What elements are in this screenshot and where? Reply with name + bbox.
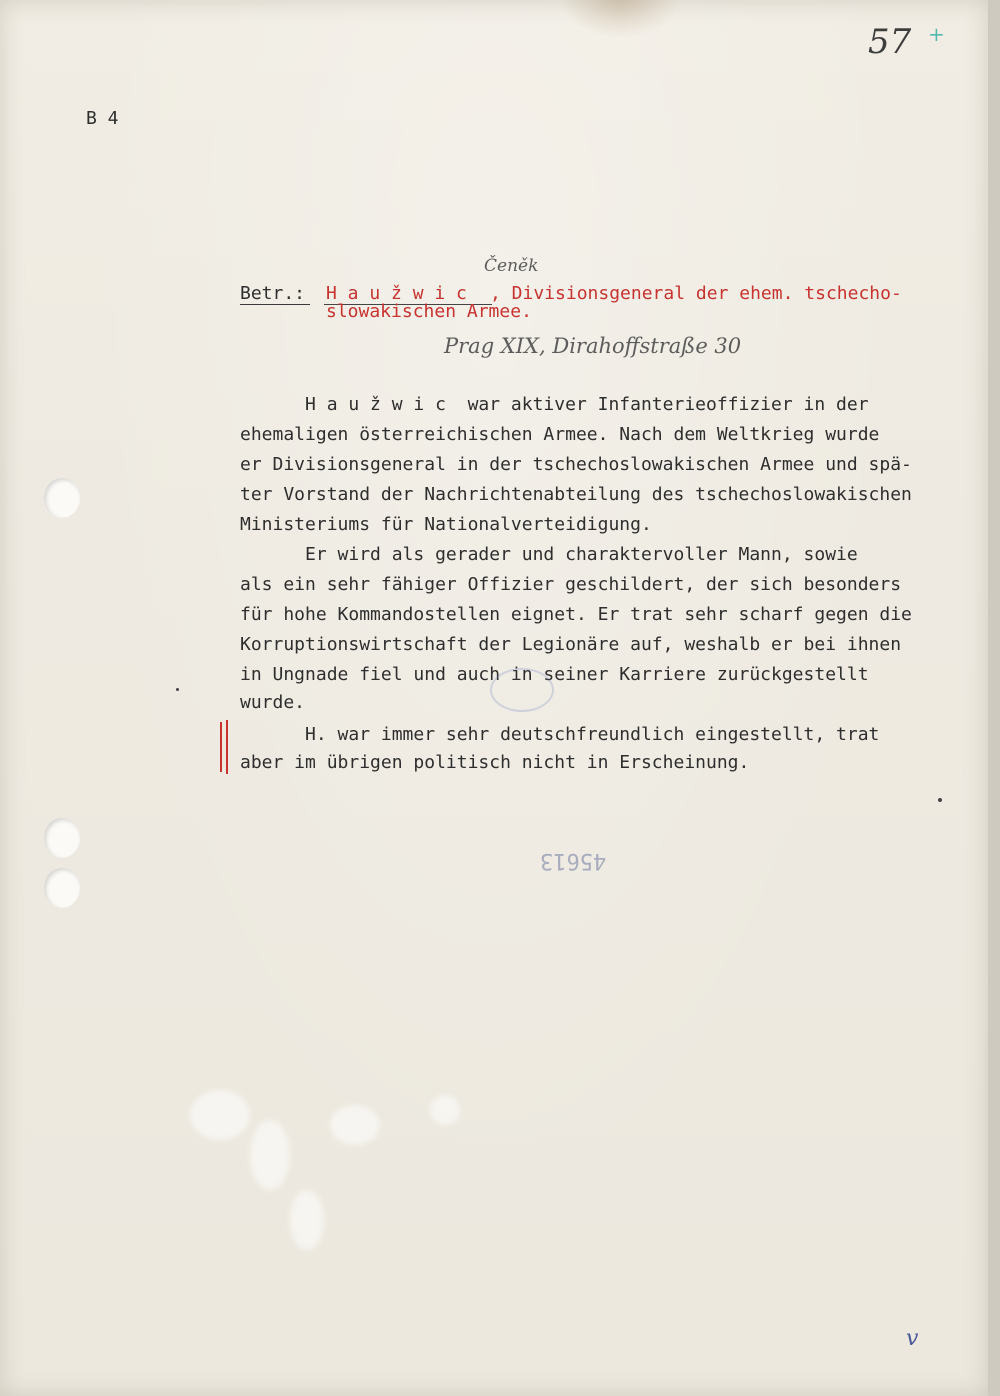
- paragraph-line: Ministeriums für Nationalverteidigung.: [240, 514, 652, 535]
- paragraph-line: als ein sehr fähiger Offizier geschildert, der sich besonders: [240, 574, 902, 595]
- paragraph-line: in Ungnade fiel und auch in seiner Karriere zurückgestellt: [240, 664, 869, 685]
- paragraph-line: wurde.: [240, 692, 306, 713]
- archive-stamp-number: 45613: [540, 848, 607, 873]
- paper-wear-mark: [430, 1095, 460, 1125]
- paper-wear-mark: [290, 1190, 324, 1250]
- subject-label-underline: [240, 304, 310, 305]
- paragraph-line: H. war immer sehr deutschfreundlich eingestellt, trat: [240, 724, 880, 745]
- paper-stain: [560, 0, 680, 38]
- ink-dot: [938, 798, 942, 802]
- margin-mark: [220, 722, 222, 772]
- paragraph-line: Er wird als gerader und charaktervoller Mann, sowie: [240, 544, 858, 565]
- punch-hole: [44, 478, 80, 518]
- faint-stamp-circle: [490, 668, 554, 712]
- handwritten-address: Prag XIX, Dirahoffstraße 30: [444, 334, 742, 358]
- paragraph-line: aber im übrigen politisch nicht in Erscheinung.: [240, 752, 750, 773]
- reference-code: B 4: [86, 108, 119, 129]
- paper-wear-mark: [190, 1090, 250, 1140]
- paragraph-line: für hohe Kommandostellen eignet. Er trat sehr scharf gegen die: [240, 604, 912, 625]
- folio-mark: +: [928, 22, 945, 46]
- paragraph-line: er Divisionsgeneral in der tschechoslowakischen Armee und spä-: [240, 454, 912, 475]
- paper-edge: [988, 0, 1000, 1396]
- paragraph-line: H a u ž w i c war aktiver Infanterieoffizier in der: [240, 394, 869, 415]
- subject-line-2: slowakischen Armee.: [326, 301, 532, 322]
- folio-number: 57: [868, 22, 912, 62]
- ink-dot: [176, 688, 179, 691]
- margin-mark: [226, 720, 228, 774]
- paper-wear-mark: [330, 1105, 380, 1145]
- paragraph-line: ehemaligen österreichischen Armee. Nach dem Weltkrieg wurde: [240, 424, 880, 445]
- punch-hole: [44, 868, 80, 908]
- punch-hole: [44, 818, 80, 858]
- paragraph-line: Korruptionswirtschaft der Legionäre auf, weshalb er bei ihnen: [240, 634, 902, 655]
- corner-mark: v: [906, 1326, 919, 1351]
- paper-wear-mark: [250, 1120, 290, 1190]
- subject-label: Betr.:: [240, 283, 306, 304]
- subject-line-1: , Divisionsgeneral der ehem. tschecho-: [490, 283, 902, 304]
- subject-name: H a u ž w i c: [326, 283, 467, 304]
- paragraph-line: ter Vorstand der Nachrichtenabteilung des tschechoslowakischen: [240, 484, 912, 505]
- handwritten-first-name: Čeněk: [484, 256, 539, 276]
